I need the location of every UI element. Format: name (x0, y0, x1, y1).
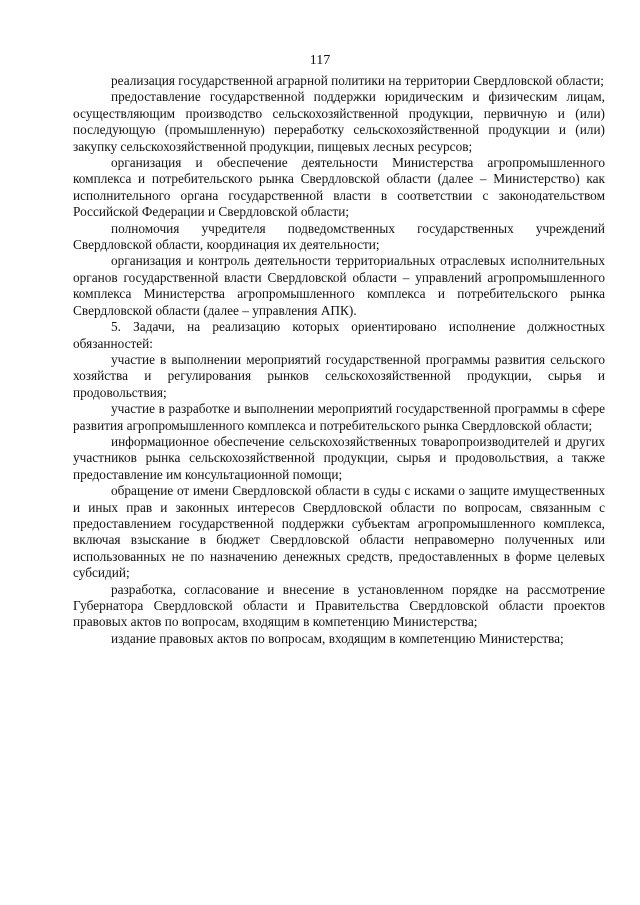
paragraph: реализация государственной аграрной политики на территории Свердловской области; (111, 73, 604, 88)
section-heading-paragraph: 5. Задачи, на реализацию которых ориентировано исполнение должностных обязанностей: (73, 319, 605, 351)
paragraph: обращение от имени Свердловской области в суды с исками о защите имущественных и иных прав и законных интересов Свердловской области по вопросам, связанным с предоставлением государственной поддержки субъектам агропромышленного комплекса, включая взыскание в бюджет Свердловской области неправомерно полученных или использованных не по назначению денежных средств, предоставленных в форме целевых субсидий; (73, 483, 605, 581)
paragraph: организация и обеспечение деятельности Министерства агропромышленного комплекса и потребительского рынка Свердловской области (далее – Министерство) как исполнительного органа государственной власти в соответствии с законодательством Российской Федерации и Свердловской области; (73, 155, 605, 220)
paragraph: участие в выполнении мероприятий государственной программы развития сельского хозяйства и регулирования рынков сельскохозяйственной продукции, сырья и продовольствия; (73, 351, 605, 400)
paragraph: полномочия учредителя подведомственных государственных учреждений Свердловской области, координация их деятельности; (73, 220, 605, 253)
paragraph: информационное обеспечение сельскохозяйственных товаропроизводителей и других участников рынка сельскохозяйственной продукции, сырья и продовольствия, а также предоставление им консультационной помощи; (73, 433, 605, 482)
paragraph: организация и контроль деятельности территориальных отраслевых исполнительных органов государственной власти Свердловской области – управлений агропромышленного комплекса Министерства агропромышленного комплекса и потребительского рынка Свердловской области (далее – управления АПК). (73, 253, 605, 318)
paragraph: предоставление государственной поддержки юридическим и физическим лицам, осуществляющим производство сельскохозяйственной продукции, первичную и (или) последующую (промышленную) переработку сельскохозяйственной продукции и (или) закупку сельскохозяйственной продукции, пищевых лесных ресурсов; (73, 89, 605, 154)
paragraph: разработка, согласование и внесение в установленном порядке на рассмотрение Губернатора Свердловской области и Правительства Свердловской области проектов правовых актов по вопросам, входящим в компетенцию Министерства; (73, 581, 605, 630)
document-body (73, 73, 605, 647)
paragraph: участие в разработке и выполнении мероприятий государственной программы в сфере развития агропромышленного комплекса и потребительского рынка Свердловской области; (73, 401, 605, 433)
paragraph: издание правовых актов по вопросам, входящим в компетенцию Министерства; (111, 630, 564, 646)
page-number: 117 (309, 53, 331, 68)
